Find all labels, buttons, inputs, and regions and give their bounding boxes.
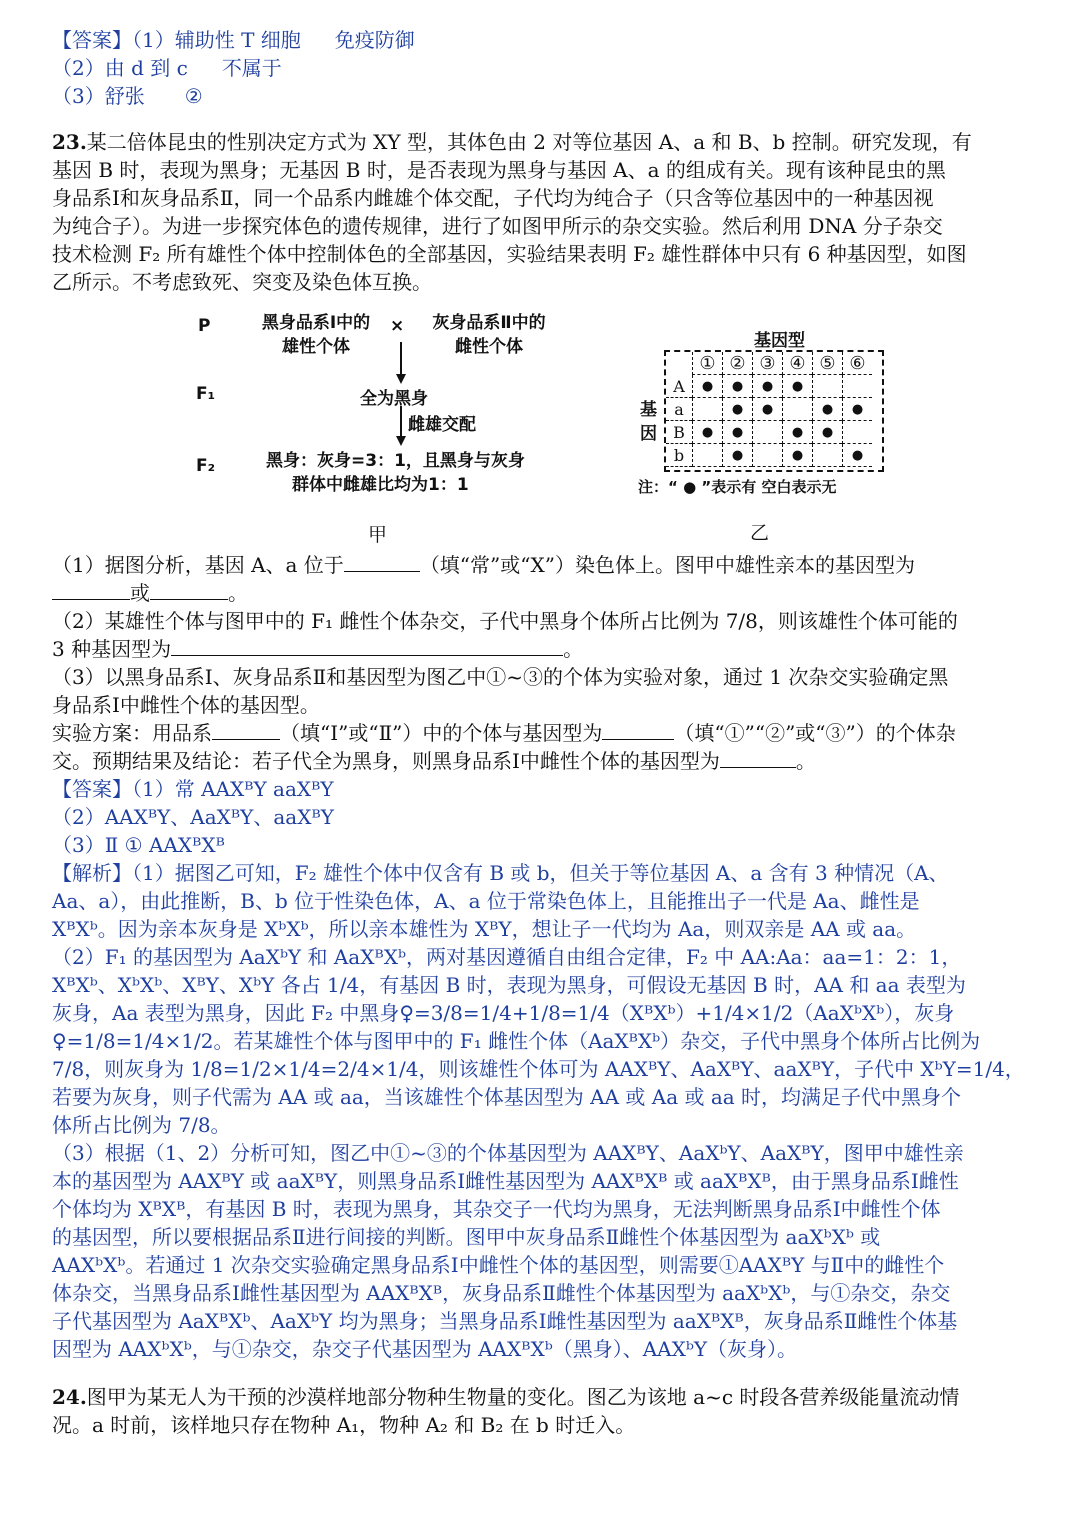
grid-row-gene: A <box>666 375 692 398</box>
prev-answer-line-1 <box>52 26 415 54</box>
prev-answer-line-3 <box>52 82 203 110</box>
grid-empty-cell <box>842 421 872 444</box>
fig-label-p: P <box>198 316 211 336</box>
grid-dot-cell: ● <box>782 444 812 467</box>
fig-f2-text-1: 黑身：灰身=3：1，且黑身与灰身 <box>266 451 525 471</box>
q23-sub2-line-2 <box>52 635 583 663</box>
q23-explanation-line: 体所占比例为 7/8。 <box>52 1113 231 1137</box>
q23-explanation-line: XᴮXᵇ。因为亲本灰身是 XᵇXᵇ，所以亲本雄性为 XᴮY，想让子一代均为 Aa，则双亲是 AA 或 aa。 <box>52 917 917 941</box>
sub-text: （填“Ⅰ”或“Ⅱ”）中的个体与基因型为 <box>280 721 603 745</box>
fig-yi-row-label: 基因 <box>640 400 657 444</box>
sub-text: （填“常”或“X”）染色体上。图甲中雄性亲本的基因型为 <box>419 553 915 577</box>
grid-empty-cell <box>692 444 722 467</box>
answer-blank[interactable] <box>344 553 420 572</box>
q23-stem-line: 身品系Ⅰ和灰身品系Ⅱ，同一个品系内雌雄个体交配，子代均为纯合子（只含等位基因中的一种基因视 <box>52 186 934 210</box>
grid-dot-cell: ● <box>752 375 782 398</box>
fig-yi-note: 注：“ ● ”表示有 空白表示无 <box>638 478 837 496</box>
fig-label-f1: F₁ <box>196 384 216 404</box>
grid-empty-cell <box>692 398 722 421</box>
answer-blank[interactable] <box>171 637 563 656</box>
q24-stem-line: 况。a 时前，该样地只存在物种 A₁，物种 A₂ 和 B₂ 在 b 时迁入。 <box>52 1413 636 1437</box>
q23-sub3-line-1: （3）以黑身品系Ⅰ、灰身品系Ⅱ和基因型为图乙中①~③的个体为实验对象，通过 1 次杂交实验确定黑 <box>52 665 949 689</box>
grid-empty-cell <box>782 398 812 421</box>
fig-yi-title: 基因型 <box>754 331 805 351</box>
grid-col-header: ⑤ <box>812 352 842 375</box>
q23-plan-line-2 <box>52 747 816 775</box>
q23-stem-line <box>52 128 972 156</box>
q23-explanation-line: Aa、a），由此推断，B、b 位于性染色体，A、a 位于常染色体上，且能推出子一代是 Aa、雌性是 <box>52 889 920 913</box>
explanation-text: （1）据图乙可知，F₂ 雄性个体中仅含有 B 或 b，但关于等位基因 A、a 含有 3 种情况（A、 <box>132 861 949 885</box>
grid-empty-cell <box>752 444 782 467</box>
grid-col-header: ⑥ <box>842 352 872 375</box>
grid-dot-cell: ● <box>842 398 872 421</box>
answer-tag: 【答案】 <box>52 777 132 801</box>
q23-explanation-line: 个体均为 XᴮXᴮ，有基因 B 时，表现为黑身，其杂交子一代均为黑身，无法判断黑身品系Ⅰ中雌性个体 <box>52 1197 941 1221</box>
grid-dot-cell: ● <box>722 421 752 444</box>
q23-explanation-line: 本的基因型为 AAXᴮY 或 aaXᴮY，则黑身品系Ⅰ雌性基因型为 AAXᴮXᴮ 或 aaXᴮXᴮ，由于黑身品系Ⅰ雌性 <box>52 1169 959 1193</box>
grid-col-header: ④ <box>782 352 812 375</box>
grid-dot-cell: ● <box>722 398 752 421</box>
fig-mate: 雌雄交配 <box>408 415 476 435</box>
q23-explanation-line <box>52 859 949 887</box>
q23-explanation-line: 若要为灰身，则子代需为 AA 或 aa，当该雄性个体基因型为 AA 或 Aa 或 aa 时，均满足子代中黑身个 <box>52 1085 962 1109</box>
answer-text: 免疫防御 <box>334 28 415 52</box>
grid-col-header: ③ <box>752 352 782 375</box>
grid-empty-cell <box>812 375 842 398</box>
fig-label-f2: F₂ <box>196 456 216 476</box>
answer-tag: 【答案】 <box>52 28 132 52</box>
q23-stem-line: 乙所示。不考虑致死、突变及染色体互换。 <box>52 270 432 294</box>
q23-stem-line: 基因 B 时，表现为黑身；无基因 B 时，是否表现为黑身与基因 A、a 的组成有关。现有该种昆虫的黑 <box>52 158 946 182</box>
grid-dot-cell: ● <box>692 421 722 444</box>
grid-col-header: ① <box>692 352 722 375</box>
fig-p-right-2: 雌性个体 <box>455 337 523 357</box>
answer-blank[interactable] <box>720 749 796 768</box>
q23-plan-line-1 <box>52 719 956 747</box>
answer-blank[interactable] <box>150 581 228 600</box>
q23-explanation-line: （3）根据（1、2）分析可知，图乙中①~③的个体基因型为 AAXᴮY、AaXᵇY、AaXᴮY，图甲中雄性亲 <box>52 1141 964 1165</box>
stem-text: 图甲为某无人为干预的沙漠样地部分物种生物量的变化。图乙为该地 a~c 时段各营养级能量流动情 <box>86 1385 960 1409</box>
q23-explanation-line: XᴮXᵇ、XᵇXᵇ、XᴮY、XᵇY 各占 1/4，有基因 B 时，表现为黑身，可假设无基因 B 时，AA 和 aa 表型为 <box>52 973 966 997</box>
grid-dot-cell: ● <box>722 375 752 398</box>
grid-row-gene: B <box>666 421 692 444</box>
grid-empty-cell <box>842 375 872 398</box>
q23-explanation-line: ♀=1/8=1/4×1/2。若某雄性个体与图甲中的 F₁ 雌性个体（AaXᴮXᵇ）杂交，子代中黑身个体所占比例为 <box>52 1029 981 1053</box>
question-number: 24. <box>52 1385 87 1409</box>
sub-text: （填“①”“②”或“③”）的个体杂 <box>674 721 956 745</box>
sub-text: 。 <box>795 749 816 773</box>
sub-text: 交。预期结果及结论：若子代全为黑身，则黑身品系Ⅰ中雌性个体的基因型为 <box>52 749 720 773</box>
fig-caption-jia: 甲 <box>368 524 388 546</box>
answer-text: （2）由 d 到 c <box>52 56 188 80</box>
arrow-down-icon <box>394 340 408 386</box>
q23-answer-line-3: （3）Ⅱ ① AAXᴮXᴮ <box>52 833 225 857</box>
q23-sub3-line-2: 身品系Ⅰ中雌性个体的基因型。 <box>52 693 320 717</box>
q23-stem-line: 为纯合子）。为进一步探究体色的遗传规律，进行了如图甲所示的杂交实验。然后利用 DNA 分子杂交 <box>52 214 943 238</box>
genotype-grid <box>664 350 884 472</box>
q23-answer-line-2: （2）AAXᴮY、AaXᴮY、aaXᴮY <box>52 805 334 829</box>
answer-blank[interactable] <box>52 581 130 600</box>
q23-explanation-line: AAXᵇXᵇ。若通过 1 次杂交实验确定黑身品系Ⅰ中雌性个体的基因型，则需要①AAXᴮY 与Ⅱ中的雌性个 <box>52 1253 945 1277</box>
fig-f1-text: 全为黑身 <box>360 389 428 409</box>
grid-dot-cell: ● <box>782 375 812 398</box>
question-number: 23. <box>52 130 87 154</box>
grid-empty-cell <box>812 444 842 467</box>
answer-text: （1）常 AAXᴮY aaXᴮY <box>132 777 334 801</box>
stem-text: 某二倍体昆虫的性别决定方式为 XY 型，其体色由 2 对等位基因 A、a 和 B、b 控制。研究发现，有 <box>86 130 972 154</box>
fig-cross: × <box>390 316 405 336</box>
fig-f2-text-2: 群体中雌雄比均为1：1 <box>292 475 469 495</box>
answer-text: ② <box>184 84 203 108</box>
grid-dot-cell: ● <box>722 444 752 467</box>
prev-answer-line-2 <box>52 54 282 82</box>
answer-blank[interactable] <box>602 721 674 740</box>
figure-jia <box>190 300 570 545</box>
q24-stem-line <box>52 1383 959 1411</box>
grid-dot-cell: ● <box>692 375 722 398</box>
q23-sub1-line-2 <box>52 579 248 607</box>
grid-row-gene: a <box>666 398 692 421</box>
sub-text: 实验方案：用品系 <box>52 721 212 745</box>
q23-explanation-line: 子代基因型为 AaXᴮXᵇ、AaXᵇY 均为黑身；当黑身品系Ⅰ雌性基因型为 aaXᴮXᴮ，灰身品系Ⅱ雌性个体基 <box>52 1309 958 1333</box>
grid-dot-cell: ● <box>752 398 782 421</box>
q23-explanation-line: 的基因型，所以要根据品系Ⅱ进行间接的判断。图甲中灰身品系Ⅱ雌性个体基因型为 aaXᵇXᵇ 或 <box>52 1225 881 1249</box>
grid-dot-cell: ● <box>842 444 872 467</box>
q23-stem-line: 技术检测 F₂ 所有雄性个体中控制体色的全部基因，实验结果表明 F₂ 雄性群体中只有 6 种基因型，如图 <box>52 242 967 266</box>
grid-empty-cell <box>752 421 782 444</box>
fig-p-right-1: 灰身品系Ⅱ中的 <box>432 313 546 333</box>
q23-explanation-line: 因型为 AAXᵇXᵇ，与①杂交，杂交子代基因型为 AAXᴮXᵇ（黑身）、AAXᵇY（灰身）。 <box>52 1337 798 1361</box>
figure-yi <box>630 322 900 547</box>
fig-p-left-2: 雄性个体 <box>282 337 350 357</box>
fig-p-left-1: 黑身品系Ⅰ中的 <box>261 313 371 333</box>
sub-text: 。 <box>228 581 248 605</box>
q23-explanation-line: （2）F₁ 的基因型为 AaXᵇY 和 AaXᴮXᵇ，两对基因遵循自由组合定律，F₂ 中 AA:Aa：aa=1：2：1， <box>52 945 962 969</box>
fig-caption-yi: 乙 <box>750 522 770 544</box>
sub-text: 3 种基因型为 <box>52 637 172 661</box>
q23-sub1-line-1 <box>52 551 915 579</box>
answer-text: 不属于 <box>221 56 282 80</box>
q23-explanation-line: 7/8，则灰身为 1/8=1/2×1/4=2/4×1/4，则该雄性个体可为 AAXᴮY、AaXᴮY、aaXᴮY，子代中 XᵇY=1/4， <box>52 1057 1025 1081</box>
answer-text: （3）舒张 <box>52 84 145 108</box>
sub-text: （1）据图分析，基因 A、a 位于 <box>52 553 344 577</box>
sub-text: 。 <box>563 637 584 661</box>
sub-text: 或 <box>130 581 150 605</box>
grid-col-header: ② <box>722 352 752 375</box>
q23-answer-line-1 <box>52 775 334 803</box>
answer-blank[interactable] <box>212 721 280 740</box>
arrow-down-icon <box>394 404 408 448</box>
grid-dot-cell: ● <box>812 398 842 421</box>
q23-sub2-line-1: （2）某雄性个体与图甲中的 F₁ 雌性个体杂交，子代中黑身个体所占比例为 7/8，则该雄性个体可能的 <box>52 609 958 633</box>
grid-dot-cell: ● <box>812 421 842 444</box>
grid-dot-cell: ● <box>782 421 812 444</box>
grid-row-gene: b <box>666 444 692 467</box>
answer-text: （1）辅助性 T 细胞 <box>132 28 301 52</box>
q23-explanation-line: 灰身，Aa 表型为黑身，因此 F₂ 中黑身♀=3/8=1/4+1/8=1/4（XᴮXᵇ）+1/4×1/2（AaXᵇXᵇ），灰身 <box>52 1001 955 1025</box>
q23-explanation-line: 体杂交，当黑身品系Ⅰ雌性基因型为 AAXᴮXᴮ，灰身品系Ⅱ雌性个体基因型为 aaXᵇXᵇ，与①杂交，杂交 <box>52 1281 951 1305</box>
explanation-tag: 【解析】 <box>52 861 132 885</box>
